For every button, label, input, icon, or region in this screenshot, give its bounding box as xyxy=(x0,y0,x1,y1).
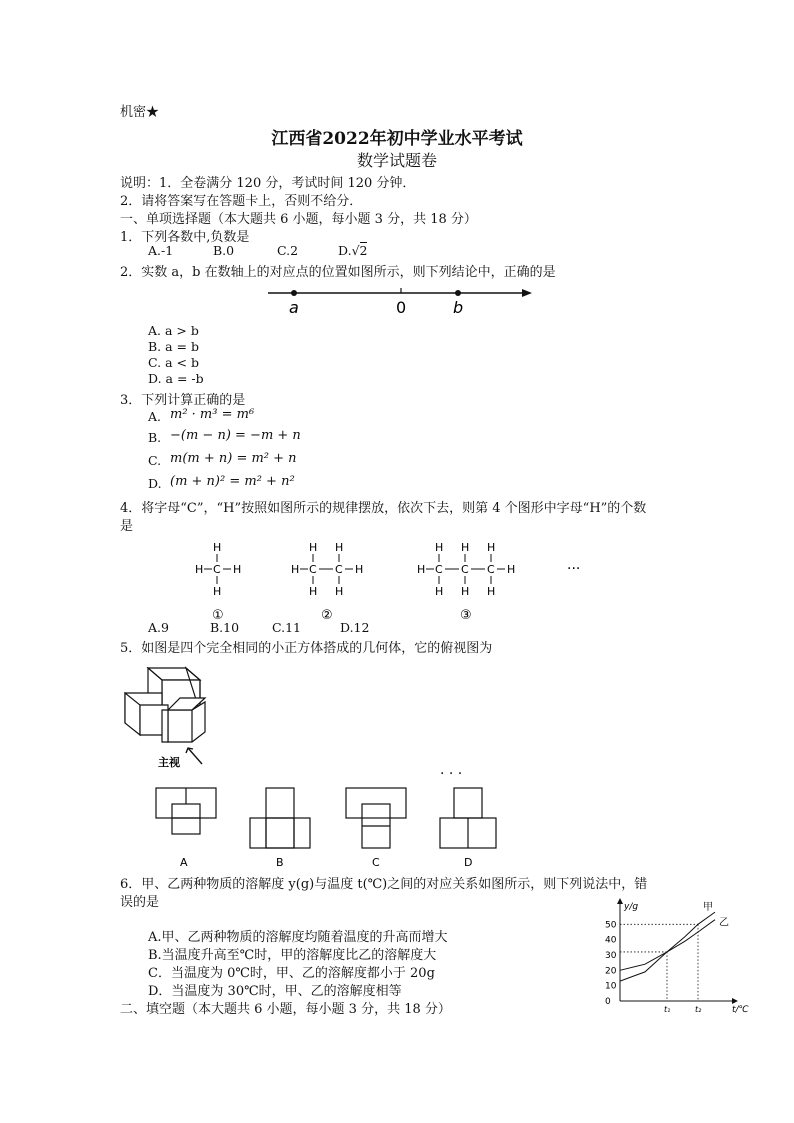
series-line-2 xyxy=(620,920,715,971)
atom-h: H xyxy=(309,541,318,554)
option-c-label: C xyxy=(372,856,380,869)
exam-subtitle: 数学试题卷 xyxy=(356,151,437,170)
atom-h: H xyxy=(417,563,426,576)
q1-stem: 1．下列各数中,负数是 xyxy=(120,230,250,245)
atom-h: H xyxy=(461,585,470,598)
label-a: a xyxy=(289,298,299,317)
series-label-1: 甲 xyxy=(703,902,713,914)
x-axis-label: t/℃ xyxy=(732,1005,749,1015)
label-b: b xyxy=(453,298,464,317)
q1-option-d: D.√2 xyxy=(338,243,368,258)
q3-option-b: B. xyxy=(148,430,162,445)
label-zero: 0 xyxy=(396,298,407,317)
q6-option-b: B.当温度升高至℃时，甲的溶解度比乙的溶解度大 xyxy=(148,948,437,963)
atom-h: H xyxy=(461,541,470,554)
atom-h: H xyxy=(335,585,344,598)
q6-stem-line2: 误的是 xyxy=(120,895,160,910)
y-axis-arrow xyxy=(617,898,623,904)
molecule-figures xyxy=(185,535,605,625)
option-d-label: D xyxy=(464,856,473,869)
series-line-1 xyxy=(620,912,715,981)
q3-option-a: A. xyxy=(148,409,162,424)
x-tick-label: t₁ xyxy=(664,1005,671,1014)
atom-h: H xyxy=(435,585,444,598)
y-axis-label: y/g xyxy=(624,902,639,912)
q5-stem: 5．如图是四个完全相同的小正方体搭成的几何体，它的俯视图为 xyxy=(120,641,493,656)
atom-c: C xyxy=(335,563,343,576)
q4-stem-line1: 4．将字母“C”，“H”按照如图所示的规律摆放，依次下去，则第 4 个图形中字母“H”的个数 xyxy=(120,501,647,516)
x-tick-label: t₂ xyxy=(695,1005,702,1014)
front-view-label: 主视 xyxy=(158,756,180,769)
series-label-2: 乙 xyxy=(719,917,729,929)
q3-expr-a: m² · m³ = m⁶ xyxy=(170,407,255,422)
q2-option-b: B. a = b xyxy=(148,339,200,354)
atom-h: H xyxy=(487,541,496,554)
secret-mark: 机密★ xyxy=(120,105,160,120)
atom-h: H xyxy=(309,585,318,598)
sequence-ellipsis: ··· xyxy=(567,561,581,577)
molecule-figure-2 xyxy=(291,541,363,623)
q4-option-b: B.10 xyxy=(210,620,240,635)
q1-option-c: C.2 xyxy=(277,243,299,258)
q2-stem: 2．实数 a，b 在数轴上的对应点的位置如图所示，则下列结论中，正确的是 xyxy=(120,265,556,280)
atom-h: H xyxy=(291,563,300,576)
q3-expr-d: (m + n)² = m² + n² xyxy=(170,474,295,489)
option-a-figure xyxy=(156,788,216,834)
q1-sqrt-radicand: 2 xyxy=(359,243,368,258)
atom-h: H xyxy=(213,541,222,554)
figure-number-label: ③ xyxy=(460,608,472,623)
figure-number-label: ① xyxy=(212,608,224,623)
number-line-arrow xyxy=(522,289,532,297)
atom-h: H xyxy=(335,541,344,554)
q3-option-c: C. xyxy=(148,453,162,468)
q6-option-a: A.甲、乙两种物质的溶解度均随着温度的升高而增大 xyxy=(148,930,448,945)
exam-title: 江西省2022年初中学业水平考试 xyxy=(271,129,523,149)
number-line-figure xyxy=(260,280,540,320)
q5-options-figures xyxy=(150,786,510,871)
q2-option-a: A. a > b xyxy=(148,323,199,338)
option-b-figure xyxy=(250,788,310,848)
option-a-label: A xyxy=(180,856,188,869)
figure-number-label: ② xyxy=(321,608,333,623)
atom-c: C xyxy=(309,563,317,576)
y-tick-label: 10 xyxy=(605,981,617,992)
q3-stem: 3．下列计算正确的是 xyxy=(120,393,246,408)
q3-expr-c: m(m + n) = m² + n xyxy=(170,451,297,466)
atom-h: H xyxy=(213,585,222,598)
atom-h: H xyxy=(507,563,516,576)
note-2: 2．请将答案写在答题卡上，否则不给分． xyxy=(120,194,363,209)
option-c-figure xyxy=(346,788,406,848)
cube-solid-figure xyxy=(120,660,230,770)
option-b-label: B xyxy=(276,856,284,869)
atom-c: C xyxy=(461,563,469,576)
q1-option-a: A.-1 xyxy=(148,243,174,258)
q4-option-d: D.12 xyxy=(340,620,370,635)
point-a xyxy=(291,290,297,296)
q6-option-d: D．当温度为 30℃时，甲、乙的溶解度相等 xyxy=(148,984,402,999)
solubility-chart xyxy=(598,898,749,1016)
x-axis-arrow xyxy=(732,998,738,1004)
option-d-figure xyxy=(440,788,496,848)
q4-option-c: C.11 xyxy=(272,620,301,635)
atom-c: C xyxy=(487,563,495,576)
q5-dots: · · · xyxy=(440,766,463,782)
atom-c: C xyxy=(213,563,221,576)
q6-stem-line1: 6．甲、乙两种物质的溶解度 y(g)与温度 t(℃)之间的对应关系如图所示，则下列说法中，错 xyxy=(120,877,648,892)
point-b xyxy=(455,290,461,296)
section-1-title: 一、单项选择题（本大题共 6 小题，每小题 3 分，共 18 分） xyxy=(120,212,477,227)
molecule-figure-3 xyxy=(417,541,515,623)
q4-option-a: A.9 xyxy=(148,620,169,635)
atom-h: H xyxy=(195,563,204,576)
molecule-figure-1 xyxy=(195,541,241,623)
q4-stem-line2: 是 xyxy=(120,519,134,534)
atom-h: H xyxy=(233,563,242,576)
view-arrow xyxy=(188,748,202,764)
y-tick-label: 30 xyxy=(605,951,617,961)
y-tick-label: 40 xyxy=(605,935,617,946)
y-tick-label: 0 xyxy=(605,997,611,1007)
section-2-title: 二、填空题（本大题共 6 小题，每小题 3 分，共 18 分） xyxy=(120,1002,451,1017)
atom-c: C xyxy=(435,563,443,576)
q6-option-c: C．当温度为 0℃时，甲、乙的溶解度都小于 20g xyxy=(148,966,435,981)
q1-option-b: B.0 xyxy=(213,243,235,258)
atom-h: H xyxy=(487,585,496,598)
q2-option-c: C. a < b xyxy=(148,355,199,370)
q2-option-d: D. a = -b xyxy=(148,371,204,386)
y-tick-label: 20 xyxy=(605,966,617,977)
q3-expr-b: −(m − n) = −m + n xyxy=(170,428,301,443)
atom-h: H xyxy=(435,541,444,554)
y-tick-label: 50 xyxy=(605,920,617,931)
atom-h: H xyxy=(355,563,364,576)
note-1: 说明：1．全卷满分 120 分，考试时间 120 分钟． xyxy=(120,176,416,191)
q3-option-d: D. xyxy=(148,476,162,491)
